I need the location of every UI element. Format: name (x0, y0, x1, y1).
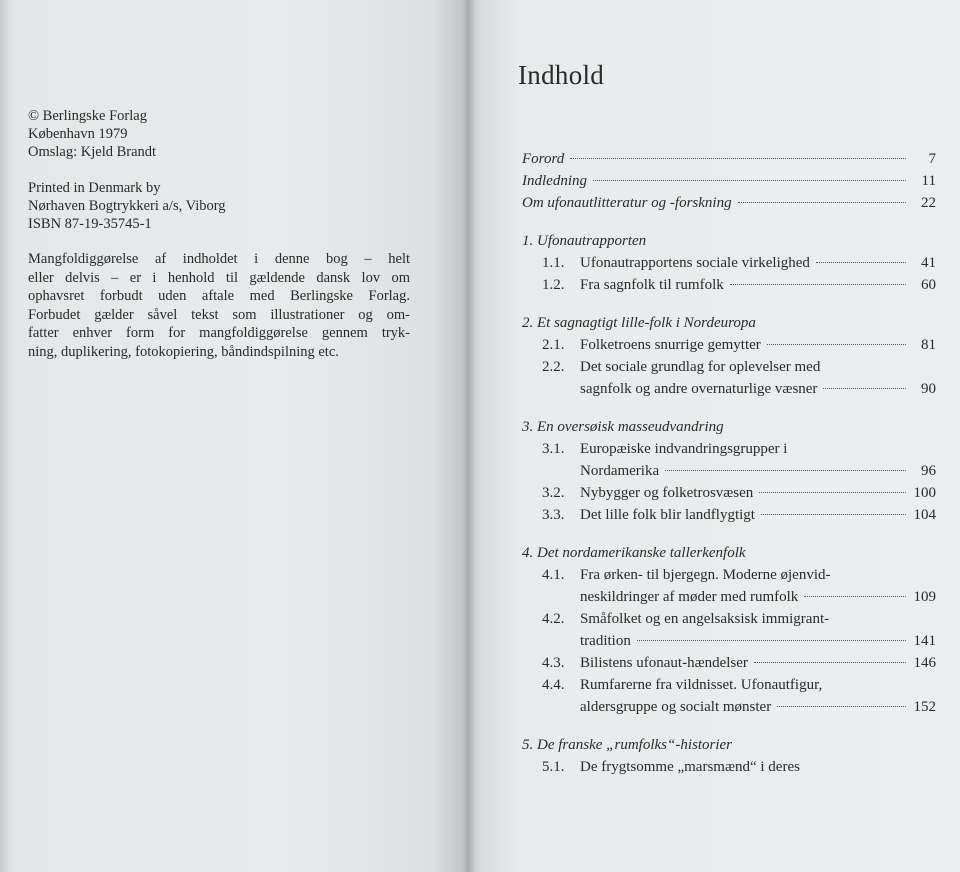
section-title: Småfolket og en angelsaksisk immigrant- (580, 611, 830, 627)
toc-entry (522, 148, 936, 170)
section-title: Nybygger og folketrosvæsen (580, 485, 754, 501)
section-number: 1.1. (542, 255, 565, 271)
section-number: 4.3. (542, 655, 565, 671)
legal-line: eller delvis – er i henhold til gældende dansk lov om (28, 269, 410, 286)
legal-line: Forbudet gælder såvel tekst som illustrationer og om- (28, 306, 410, 323)
dot-leader (637, 640, 906, 641)
section-number: 1.2. (542, 277, 565, 293)
dot-leader (754, 662, 906, 663)
section-title: neskildringer af møder med rumfolk (580, 589, 799, 605)
toc-entry (522, 170, 936, 192)
section-title: Europæiske indvandringsgrupper i (580, 441, 788, 457)
toc-section-entry (522, 756, 936, 778)
chapter-heading: 1. Ufonautrapporten (522, 233, 647, 249)
section-number: 4.1. (542, 567, 565, 583)
section-title: sagnfolk og andre overnaturlige væsner (580, 381, 818, 397)
dot-leader (738, 202, 906, 203)
toc-section-continuation (522, 630, 936, 652)
chapter-heading: 2. Et sagnagtigt lille-folk i Nordeuropa (522, 315, 756, 331)
section-number: 2.1. (542, 337, 565, 353)
left-page (0, 0, 468, 872)
toc-section-entry (522, 438, 936, 460)
section-title: aldersgruppe og socialt mønster (580, 699, 772, 715)
section-number: 4.2. (542, 611, 565, 627)
section-number: 4.4. (542, 677, 565, 693)
toc-page-number: 100 (913, 485, 936, 501)
toc-page-number: 90 (921, 381, 936, 397)
section-title: Bilistens ufonaut-hændelser (580, 655, 748, 671)
section-title: Rumfarerne fra vildnisset. Ufonautfigur, (580, 677, 823, 693)
legal-line: Mangfoldiggørelse af indholdet i denne bog – helt (28, 251, 410, 267)
dot-leader (665, 470, 906, 471)
toc-entry-title: Forord (522, 151, 565, 167)
table-of-contents (522, 148, 936, 778)
section-number: 5.1. (542, 759, 565, 775)
dot-leader (777, 706, 906, 707)
printer-name: Nørhaven Bogtrykkeri a/s, Viborg (28, 198, 226, 214)
cover-credit: Omslag: Kjeld Brandt (28, 144, 157, 160)
dot-leader (767, 344, 906, 345)
dot-leader (816, 262, 906, 263)
section-number: 3.1. (542, 441, 565, 457)
legal-line: ophavsret forbudt uden aftale med Berlingske Forlag. (28, 288, 410, 305)
colophon (28, 107, 418, 251)
section-title: Det lille folk blir landflygtigt (580, 507, 755, 523)
toc-section-continuation (522, 378, 936, 400)
publication-place-year: København 1979 (28, 126, 128, 142)
toc-page-number: 81 (921, 337, 936, 353)
section-number: 2.2. (542, 359, 565, 375)
isbn: ISBN 87-19-35745-1 (28, 216, 152, 232)
section-title: tradition (580, 633, 631, 649)
toc-section-continuation (522, 460, 936, 482)
toc-page-number: 96 (921, 463, 936, 479)
dot-leader (730, 284, 906, 285)
toc-page-number: 104 (913, 507, 936, 523)
toc-section-entry (522, 274, 936, 296)
book-gutter (462, 0, 474, 872)
section-title: Det sociale grundlag for oplevelser med (580, 359, 821, 375)
chapter-heading: 4. Det nordamerikanske tallerkenfolk (522, 545, 746, 561)
section-title: Ufonautrapportens sociale virkelighed (580, 255, 810, 271)
toc-page-number: 22 (921, 195, 936, 211)
chapter-heading: 5. De franske „rumfolks“-historier (522, 737, 732, 753)
section-title: Fra sagnfolk til rumfolk (580, 277, 724, 293)
dot-leader (823, 388, 906, 389)
legal-line: fatter enhver form for mangfoldiggørelse gennem tryk- (28, 325, 410, 342)
dot-leader (570, 158, 906, 159)
toc-page-number: 11 (921, 173, 936, 189)
legal-line: ning, duplikering, fotokopiering, båndindspilning etc. (28, 343, 339, 360)
section-title: Folketroens snurrige gemytter (580, 337, 761, 353)
toc-entry (522, 192, 936, 214)
section-number: 3.3. (542, 507, 565, 523)
toc-section-entry (522, 482, 936, 504)
copyright-notice (28, 250, 410, 362)
front-matter-list (522, 148, 936, 214)
toc-page-number: 109 (913, 589, 936, 605)
section-number: 3.2. (542, 485, 565, 501)
toc-section-entry (522, 252, 936, 274)
toc-section-entry (522, 356, 936, 378)
toc-section-entry (522, 504, 936, 526)
toc-section-entry (522, 564, 936, 586)
page-title: Indhold (518, 60, 605, 90)
printed-in-line: Printed in Denmark by (28, 180, 161, 196)
toc-page-number: 146 (913, 655, 936, 671)
dot-leader (593, 180, 906, 181)
copyright-line: © Berlingske Forlag (28, 108, 147, 124)
toc-page-number: 7 (928, 151, 936, 167)
toc-section-entry (522, 608, 936, 630)
chapter-heading: 3. En oversøisk masseudvandring (522, 419, 724, 435)
toc-page-number: 60 (921, 277, 936, 293)
section-title: Fra ørken- til bjergegn. Moderne øjenvid- (580, 567, 831, 583)
section-title: De frygtsomme „marsmænd“ i deres (580, 759, 800, 775)
toc-section-continuation (522, 586, 936, 608)
section-title: Nordamerika (580, 463, 660, 479)
copyright-block (28, 107, 418, 161)
toc-section-continuation (522, 696, 936, 718)
toc-section-entry (522, 652, 936, 674)
toc-section-entry (522, 334, 936, 356)
toc-entry-title: Indledning (522, 173, 587, 189)
dot-leader (804, 596, 906, 597)
dot-leader (759, 492, 906, 493)
toc-page-number: 141 (913, 633, 936, 649)
dot-leader (761, 514, 906, 515)
printer-block (28, 179, 418, 233)
toc-page-number: 152 (913, 699, 936, 715)
toc-entry-title: Om ufonautlitteratur og -forskning (522, 195, 732, 211)
toc-section-entry (522, 674, 936, 696)
toc-page-number: 41 (921, 255, 936, 271)
